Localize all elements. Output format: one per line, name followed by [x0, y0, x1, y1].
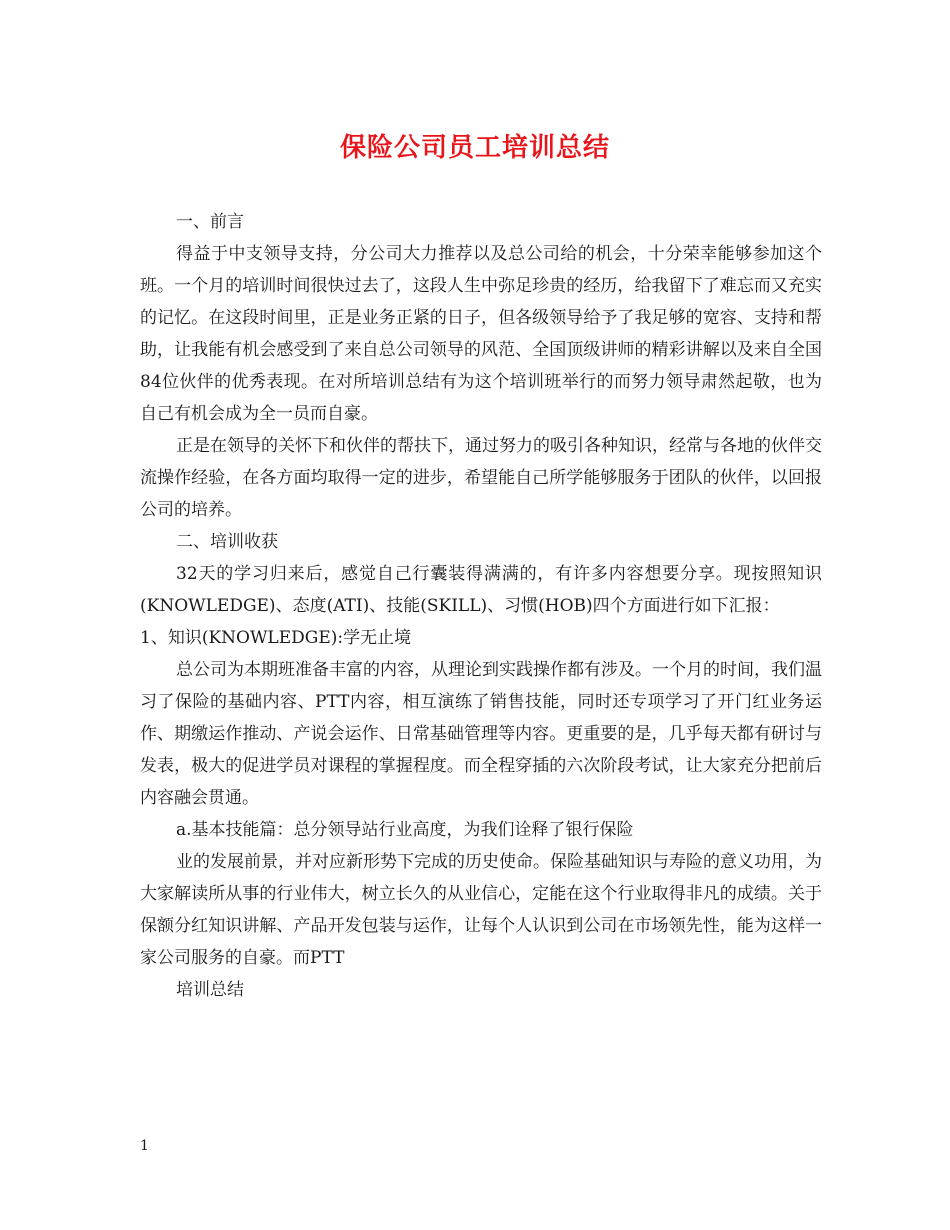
paragraph: 32天的学习归来后，感觉自己行囊装得满满的，有许多内容想要分享。现按照知识(KNOWLEDGE)、态度(ATI)、技能(SKILL)、习惯(HOB)四个方面进行如下汇报： [140, 564, 822, 616]
paragraph: 培训总结 [176, 980, 244, 1000]
paragraph: 二、培训收获 [176, 532, 278, 552]
page-title: 保险公司员工培训总结 [339, 133, 610, 163]
paragraph: 正是在领导的关怀下和伙伴的帮扶下，通过努力的吸引各种知识，经常与各地的伙伴交流操作经验，在各方面均取得一定的进步，希望能自己所学能够服务于团队的伙伴，以回报公司的培养。 [140, 436, 822, 520]
paragraph: 1、知识(KNOWLEDGE):学无止境 [140, 628, 412, 648]
paragraph: 一、前言 [176, 212, 244, 232]
paragraph: 业的发展前景，并对应新形势下完成的历史使命。保险基础知识与寿险的意义功用，为大家解读所从事的行业伟大，树立长久的从业信心，定能在这个行业取得非凡的成绩。关于保额分红知识讲解、产品开发包装与运作，让每个人认识到公司在市场领先性，能为这样一家公司服务的自豪。而PTT [140, 852, 822, 968]
paragraph: a.基本技能篇：总分领导站行业高度，为我们诠释了银行保险 [176, 820, 634, 840]
paragraph: 得益于中支领导支持，分公司大力推荐以及总公司给的机会，十分荣幸能够参加这个班。一个月的培训时间很快过去了，这段人生中弥足珍贵的经历，给我留下了难忘而又充实的记忆。在这段时间里，正是业务正紧的日子，但各级领导给予了我足够的宽容、支持和帮助，让我能有机会感受到了来自总公司领导的风范、全国顶级讲师的精彩讲解以及来自全国84位伙伴的优秀表现。在对所培训总结有为这个培训班举行的而努力领导肃然起敬，也为自己有机会成为全一员而自豪。 [140, 244, 822, 424]
paragraph: 总公司为本期班准备丰富的内容，从理论到实践操作都有涉及。一个月的时间，我们温习了保险的基础内容、PTT内容，相互演练了销售技能，同时还专项学习了开门红业务运作、期缴运作推动、产说会运作、日常基础管理等内容。更重要的是，几乎每天都有研讨与发表，极大的促进学员对课程的掌握程度。而全程穿插的六次阶段考试，让大家充分把前后内容融会贯通。 [140, 660, 822, 808]
document-body [140, 206, 822, 1006]
page-number: 1 [140, 1138, 149, 1154]
